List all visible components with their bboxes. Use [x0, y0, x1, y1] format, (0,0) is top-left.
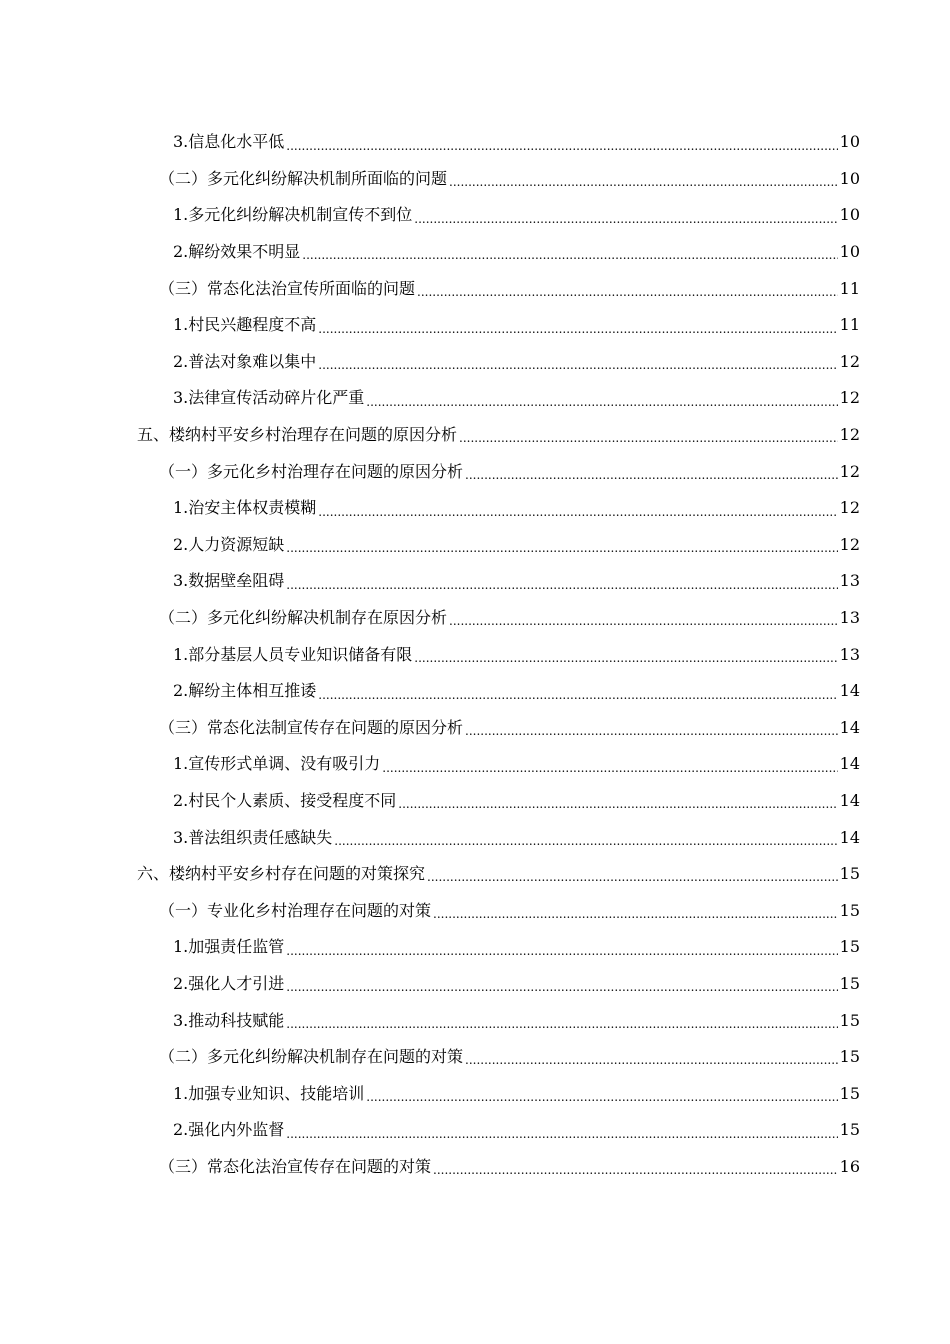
toc-entry[interactable]	[0, 929, 950, 966]
toc-entry-page-number: 14	[839, 754, 860, 774]
toc-entry[interactable]	[0, 710, 950, 747]
toc-entry-title: 1.村民兴趣程度不高	[173, 315, 317, 335]
toc-entry[interactable]	[0, 527, 950, 564]
toc-entry[interactable]	[0, 1149, 950, 1186]
toc-entry-title: （一）专业化乡村治理存在问题的对策	[159, 900, 432, 920]
toc-entry-title: 1.部分基层人员专业知识储备有限	[173, 644, 413, 664]
toc-dot-leader	[417, 286, 838, 307]
toc-entry[interactable]	[0, 380, 950, 417]
toc-entry[interactable]	[0, 453, 950, 490]
toc-entry-page-number: 15	[839, 1010, 860, 1030]
toc-entry[interactable]	[0, 819, 950, 856]
toc-entry-page-number: 11	[839, 278, 860, 298]
toc-entry-title: 2.普法对象难以集中	[173, 351, 317, 371]
toc-dot-leader	[465, 469, 838, 490]
toc-entry-title: （二）多元化纠纷解决机制所面临的问题	[159, 168, 448, 188]
toc-entry[interactable]	[0, 197, 950, 234]
toc-entry-title: 1.加强专业知识、技能培训	[173, 1083, 365, 1103]
toc-entry-page-number: 10	[839, 132, 860, 152]
toc-entry-page-number: 15	[839, 1120, 860, 1140]
toc-entry-page-number: 12	[839, 388, 860, 408]
toc-dot-leader	[286, 542, 837, 563]
toc-dot-leader	[382, 762, 837, 783]
toc-dot-leader	[286, 1018, 837, 1039]
toc-dot-leader	[318, 359, 837, 380]
toc-entry-page-number: 14	[839, 790, 860, 810]
toc-dot-leader	[318, 506, 837, 527]
toc-dot-leader	[433, 1164, 838, 1185]
toc-entry-title: 1.宣传形式单调、没有吸引力	[173, 754, 381, 774]
toc-entry-title: （一）多元化乡村治理存在问题的原因分析	[159, 461, 464, 481]
toc-dot-leader	[366, 1091, 837, 1112]
toc-entry-page-number: 14	[839, 681, 860, 701]
toc-entry-page-number: 12	[839, 498, 860, 518]
toc-entry-title: （三）常态化法制宣传存在问题的原因分析	[159, 717, 464, 737]
toc-entry-page-number: 11	[839, 315, 860, 335]
toc-entry-page-number: 10	[839, 242, 860, 262]
toc-entry[interactable]	[0, 966, 950, 1003]
toc-entry[interactable]	[0, 563, 950, 600]
toc-dot-leader	[334, 835, 837, 856]
toc-entry-page-number: 12	[839, 425, 860, 445]
toc-entry-page-number: 10	[839, 205, 860, 225]
toc-dot-leader	[286, 1128, 837, 1149]
toc-entry[interactable]	[0, 124, 950, 161]
toc-entry-page-number: 15	[839, 900, 860, 920]
toc-entry[interactable]	[0, 1112, 950, 1149]
toc-entry[interactable]	[0, 1075, 950, 1112]
toc-entry-title: （二）多元化纠纷解决机制存在原因分析	[159, 608, 448, 628]
toc-entry[interactable]	[0, 490, 950, 527]
toc-entry-title: 3.数据壁垒阻碍	[173, 571, 285, 591]
toc-entry-page-number: 14	[839, 717, 860, 737]
toc-entry[interactable]	[0, 1002, 950, 1039]
toc-entry-title: 2.村民个人素质、接受程度不同	[173, 790, 397, 810]
toc-entry-title: 六、楼纳村平安乡村存在问题的对策探究	[137, 864, 426, 884]
toc-dot-leader	[318, 323, 837, 344]
toc-dot-leader	[449, 176, 838, 197]
toc-entry[interactable]	[0, 234, 950, 271]
toc-entry-title: 2.人力资源短缺	[173, 534, 285, 554]
toc-entry-title: 3.法律宣传活动碎片化严重	[173, 388, 365, 408]
toc-dot-leader	[286, 140, 837, 161]
toc-entry-title: 1.治安主体权责模糊	[173, 498, 317, 518]
toc-dot-leader	[433, 908, 838, 929]
toc-entry-page-number: 12	[839, 534, 860, 554]
toc-entry-title: 2.强化内外监督	[173, 1120, 285, 1140]
toc-entry[interactable]	[0, 892, 950, 929]
toc-entry-page-number: 15	[839, 1047, 860, 1067]
toc-entry-title: 2.解纷效果不明显	[173, 242, 301, 262]
toc-entry[interactable]	[0, 307, 950, 344]
toc-dot-leader	[366, 396, 837, 417]
toc-entry[interactable]	[0, 746, 950, 783]
toc-dot-leader	[459, 432, 838, 453]
toc-entry[interactable]	[0, 636, 950, 673]
toc-entry-title: （二）多元化纠纷解决机制存在问题的对策	[159, 1047, 464, 1067]
toc-entry-page-number: 13	[839, 644, 860, 664]
toc-entry-page-number: 10	[839, 168, 860, 188]
toc-dot-leader	[286, 981, 837, 1002]
toc-entry[interactable]	[0, 161, 950, 198]
toc-entry[interactable]	[0, 673, 950, 710]
toc-entry-page-number: 12	[839, 351, 860, 371]
toc-entry-title: 1.加强责任监管	[173, 937, 285, 957]
toc-entry-page-number: 15	[839, 973, 860, 993]
toc-dot-leader	[427, 871, 838, 892]
toc-entry-title: 2.强化人才引进	[173, 973, 285, 993]
toc-entry-title: 五、楼纳村平安乡村治理存在问题的原因分析	[137, 425, 458, 445]
toc-entry-page-number: 14	[839, 827, 860, 847]
toc-entry[interactable]	[0, 270, 950, 307]
toc-entry[interactable]	[0, 344, 950, 381]
toc-entry-page-number: 12	[839, 461, 860, 481]
table-of-contents	[0, 124, 950, 1185]
toc-dot-leader	[318, 689, 837, 710]
toc-entry-title: 3.信息化水平低	[173, 132, 285, 152]
toc-dot-leader	[286, 945, 837, 966]
toc-dot-leader	[286, 579, 837, 600]
toc-entry[interactable]	[0, 417, 950, 454]
toc-dot-leader	[414, 652, 837, 673]
toc-entry[interactable]	[0, 1039, 950, 1076]
toc-dot-leader	[465, 725, 838, 746]
toc-entry[interactable]	[0, 856, 950, 893]
toc-entry-page-number: 13	[839, 608, 860, 628]
toc-dot-leader	[398, 798, 837, 819]
toc-entry-title: （三）常态化法治宣传所面临的问题	[159, 278, 416, 298]
toc-entry-page-number: 13	[839, 571, 860, 591]
toc-entry-title: 3.普法组织责任感缺失	[173, 827, 333, 847]
toc-dot-leader	[302, 249, 837, 270]
toc-dot-leader	[465, 1054, 838, 1075]
toc-entry-page-number: 15	[839, 937, 860, 957]
toc-entry-title: 2.解纷主体相互推诿	[173, 681, 317, 701]
toc-entry-title: 3.推动科技赋能	[173, 1010, 285, 1030]
toc-entry-page-number: 16	[839, 1156, 860, 1176]
toc-dot-leader	[414, 213, 837, 234]
toc-entry-title: 1.多元化纠纷解决机制宣传不到位	[173, 205, 413, 225]
toc-entry[interactable]	[0, 783, 950, 820]
toc-entry-page-number: 15	[839, 1083, 860, 1103]
toc-entry-page-number: 15	[839, 864, 860, 884]
toc-entry[interactable]	[0, 600, 950, 637]
toc-dot-leader	[449, 615, 838, 636]
toc-entry-title: （三）常态化法治宣传存在问题的对策	[159, 1156, 432, 1176]
